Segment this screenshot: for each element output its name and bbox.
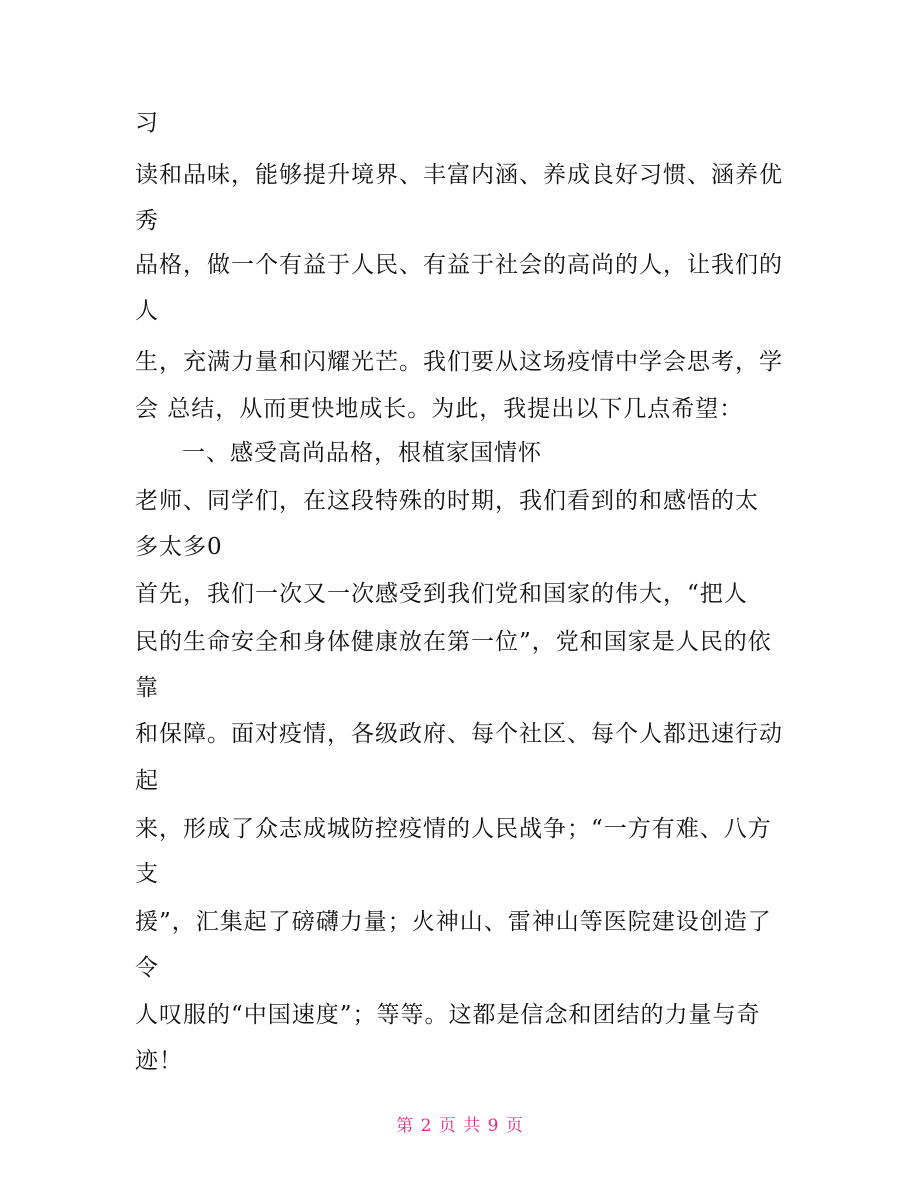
section-heading: 一、感受高尚品格，根植家国情怀 — [182, 440, 542, 466]
text-line: 人叹服的“中国速度”；等等。这都是信念和团结的力量与奇 — [135, 1002, 761, 1028]
text-line: 习 — [135, 110, 159, 136]
text-line: 读和品味，能够提升境界、丰富内涵、养成良好习惯、涵养优 — [135, 162, 783, 188]
text-line: 民的生命安全和身体健康放在第一位”，党和国家是人民的依 — [135, 629, 772, 655]
text-line: 人 — [135, 298, 159, 324]
text-line: 会 总结，从而更快地成长。为此，我提出以下几点希望： — [135, 396, 744, 422]
page-number-footer: 第 2 页 共 9 页 — [396, 1116, 524, 1136]
text-line: 品格，做一个有益于人民、有益于社会的高尚的人，让我们的 — [135, 252, 783, 278]
text-line: 首先，我们一次又一次感受到我们党和国家的伟大，“把人 — [135, 581, 748, 607]
text-line: 起 — [135, 768, 159, 794]
text-line: 迹！ — [135, 1048, 183, 1074]
text-line: 老师、同学们，在这段特殊的时期，我们看到的和感悟的太 — [135, 488, 759, 514]
text-line: 秀 — [135, 208, 159, 234]
text-line: 令 — [135, 955, 159, 981]
text-line: 来，形成了众志成城防控疫情的人民战争；“一方有难、八方 — [135, 816, 772, 842]
text-line: 和保障。面对疫情，各级政府、每个社区、每个人都迅速行动 — [135, 721, 783, 747]
text-line: 靠 — [135, 675, 159, 701]
text-line: 支 — [135, 861, 159, 887]
text-line: 多太多0 — [135, 534, 223, 560]
text-line: 援”，汇集起了磅礴力量；火神山、雷神山等医院建设创造了 — [135, 909, 772, 935]
text-line: 生，充满力量和闪耀光芒。我们要从这场疫情中学会思考，学 — [135, 349, 783, 375]
